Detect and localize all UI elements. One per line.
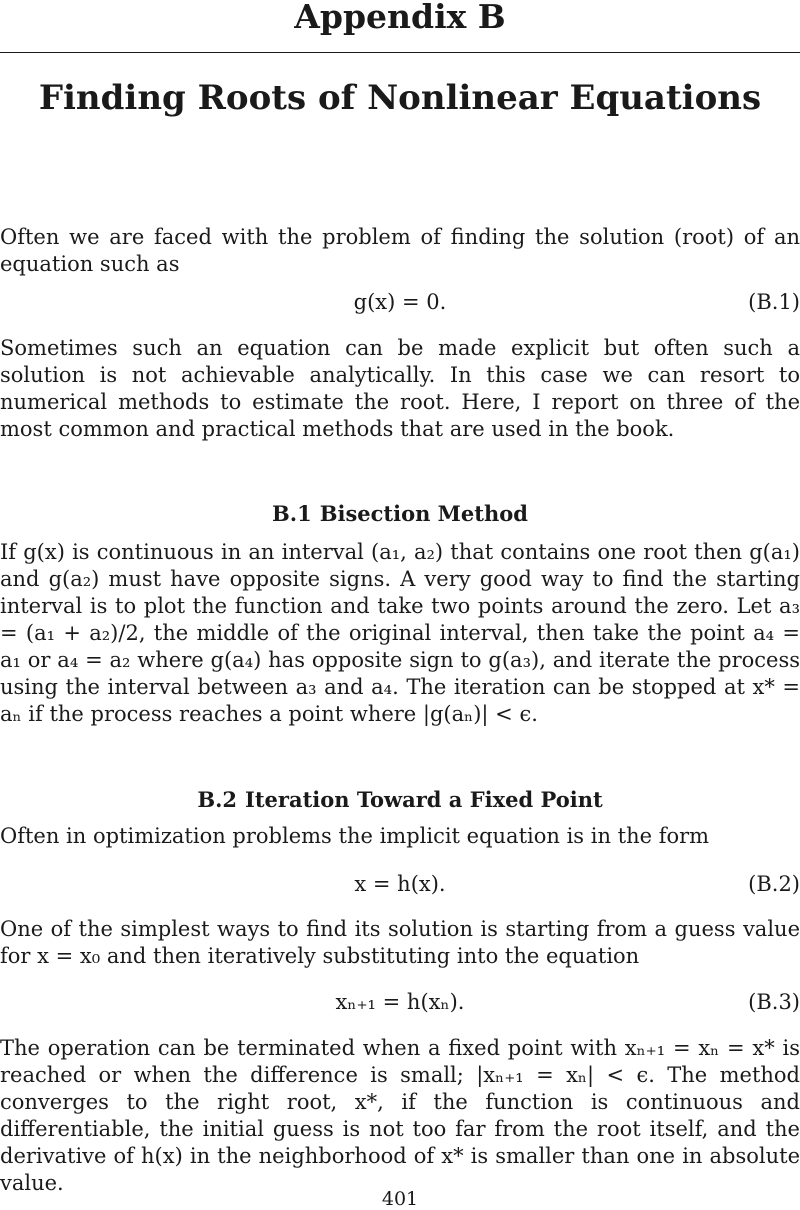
- section-b2-paragraph-2: One of the simplest ways to find its solution is starting from a guess value for x = x₀ and then iteratively substituting into the equation: [0, 917, 800, 968]
- page-number: 401: [381, 1188, 419, 1210]
- equation-b2-expression: x = h(x).: [354, 872, 446, 896]
- section-b2-number: B.2: [197, 787, 238, 812]
- equation-b2: [0, 870, 800, 898]
- intro-paragraph-2: Sometimes such an equation can be made explicit but often such a solution is not achievable analytically. In this case we can resort to numerical methods to estimate the root. Here, I report on three of the most common and practical methods that are used in the book.: [0, 336, 800, 441]
- section-b1-heading: [0, 500, 800, 528]
- equation-b2-label: (B.2): [748, 872, 800, 896]
- equation-b1-label: (B.1): [748, 290, 800, 314]
- title-rule: [0, 52, 800, 53]
- equation-b3: [0, 988, 800, 1016]
- equation-b1: [0, 288, 800, 316]
- section-b2-heading: [0, 786, 800, 814]
- chapter-title: Finding Roots of Nonlinear Equations: [38, 78, 762, 118]
- section-b2-paragraph-1: Often in optimization problems the implicit equation is in the form: [0, 824, 710, 848]
- section-b1-body: If g(x) is continuous in an interval (a₁, a₂) that contains one root then g(a₁) and g(a₂) must have opposite signs. A very good way to find the starting interval is to plot the function and take two points around the zero. Let a₃ = (a₁ + a₂)/2, the middle of the original interval, then take the point a₄ = a₁ or a₄ = a₂ where g(a₄) has opposite sign to g(a₃), and iterate the process using the interval between a₃ and a₄. The iteration can be stopped at x* = aₙ if the process reaches a point where |g(aₙ)| < ϵ.: [0, 540, 800, 726]
- intro-paragraph-1: Often we are faced with the problem of finding the solution (root) of an equation such as: [0, 225, 800, 276]
- section-b1-title: Bisection Method: [319, 501, 528, 526]
- section-b2-title: Iteration Toward a Fixed Point: [245, 787, 603, 812]
- appendix-label: Appendix B: [294, 0, 506, 36]
- section-b2-paragraph-3: The operation can be terminated when a fixed point with xₙ₊₁ = xₙ = x* is reached or when the difference is small; |xₙ₊₁ = xₙ| < ϵ. The method converges to the right root, x*, if the function is continuous and differentiable, the initial guess is not too far from the root itself, and the derivative of h(x) in the neighborhood of x* is smaller than one in absolute value.: [0, 1036, 800, 1195]
- equation-b3-expression: xₙ₊₁ = h(xₙ).: [335, 990, 465, 1014]
- equation-b1-expression: g(x) = 0.: [353, 290, 447, 314]
- equation-b3-label: (B.3): [748, 990, 800, 1014]
- section-b1-number: B.1: [272, 501, 312, 526]
